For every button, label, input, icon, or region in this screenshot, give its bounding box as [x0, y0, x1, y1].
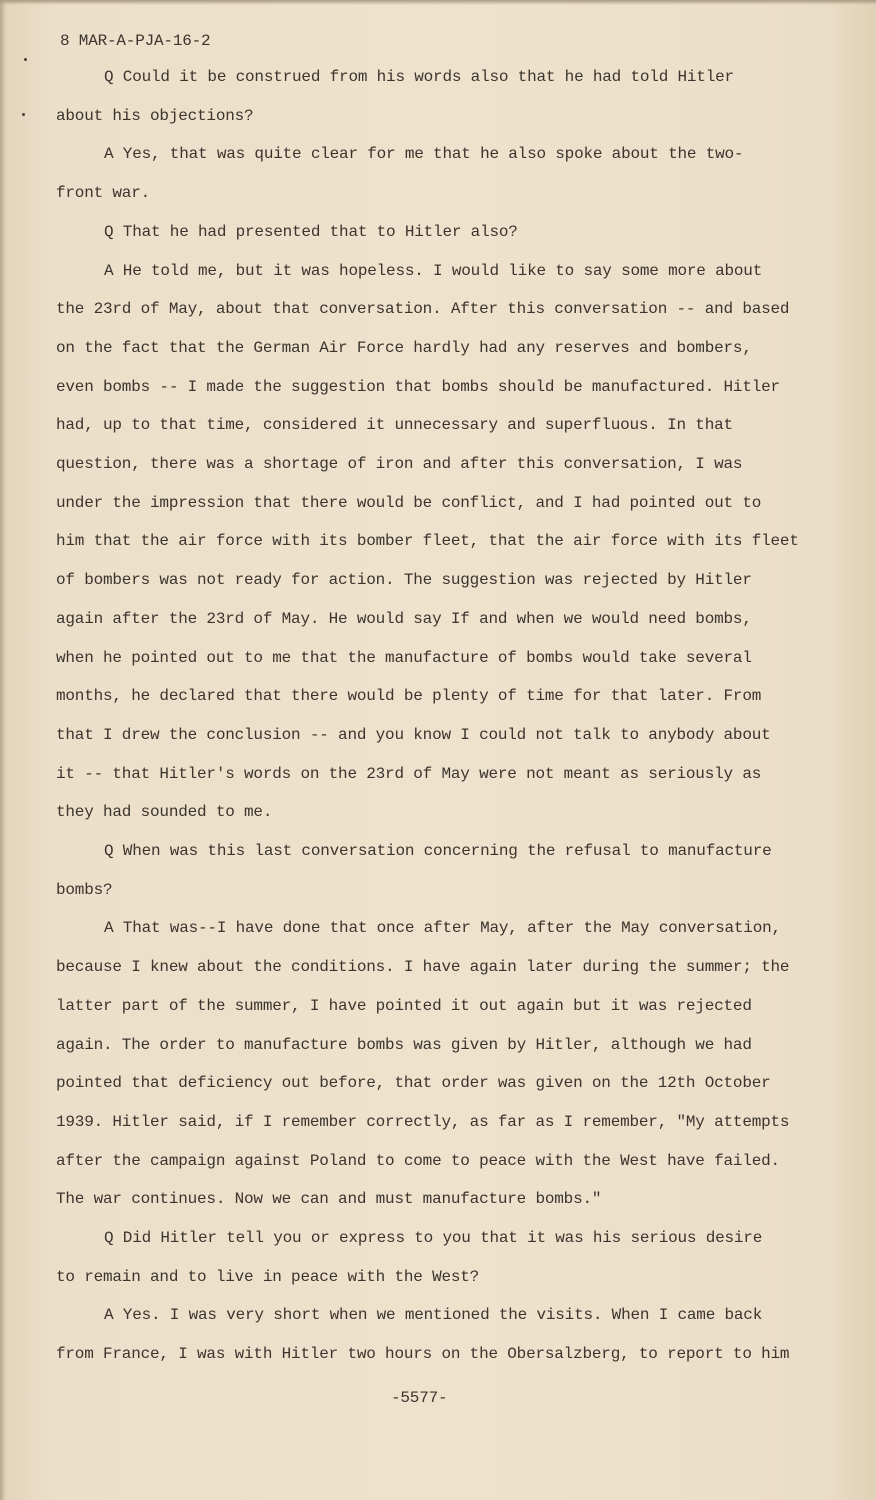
- transcript-line: latter part of the summer, I have pointed it out again but it was rejected: [56, 996, 752, 1015]
- transcript-line: Q When was this last conversation concerning the refusal to manufacture: [104, 842, 772, 860]
- transcript-line: The war continues. Now we can and must manufacture bombs.": [56, 1190, 602, 1209]
- transcript-line: bombs?: [56, 880, 113, 899]
- document-reference: 8 MAR-A-PJA-16-2: [60, 32, 211, 50]
- transcript-line: on the fact that the German Air Force hardly had any reserves and bombers,: [56, 338, 752, 357]
- transcript-line: A He told me, but it was hopeless. I would like to say some more about: [104, 261, 763, 280]
- transcript-line: question, there was a shortage of iron and after this conversation, I was: [56, 455, 743, 473]
- transcript-line: of bombers was not ready for action. The suggestion was rejected by Hitler: [56, 571, 752, 590]
- paper-speck: [22, 113, 25, 116]
- transcript-line: even bombs -- I made the suggestion that bombs should be manufactured. Hitler: [56, 377, 780, 396]
- transcript-line: front war.: [56, 184, 151, 203]
- transcript-line: Q Did Hitler tell you or express to you that it was his serious desire: [104, 1229, 763, 1247]
- transcript-line: after the campaign against Poland to come to peace with the West have failed.: [56, 1151, 780, 1170]
- transcript-line: when he pointed out to me that the manufacture of bombs would take several: [56, 648, 752, 667]
- paper-speck: [24, 58, 27, 61]
- transcript-line: A Yes. I was very short when we mentioned the visits. When I came back: [104, 1306, 763, 1325]
- page-edge-shadow: [0, 0, 6, 1500]
- page-number: -5577-: [391, 1389, 448, 1407]
- transcript-line: him that the air force with its bomber fleet, that the air force with its fleet: [56, 532, 799, 551]
- transcript-line: under the impression that there would be conflict, and I had pointed out to: [56, 493, 762, 512]
- page-top-shadow: [0, 0, 876, 5]
- transcript-line: Q Could it be construed from his words also that he had told Hitler: [104, 68, 734, 86]
- transcript-line: again. The order to manufacture bombs was given by Hitler, although we had: [56, 1035, 752, 1054]
- transcript-line: had, up to that time, considered it unnecessary and superfluous. In that: [56, 416, 733, 435]
- transcript-line: 1939. Hitler said, if I remember correctly, as far as I remember, "My attempts: [56, 1112, 790, 1131]
- transcript-line: from France, I was with Hitler two hours on the Obersalzberg, to report to him: [56, 1345, 790, 1364]
- transcript-line: months, he declared that there would be plenty of time for that later. From: [56, 687, 762, 706]
- transcript-line: that I drew the conclusion -- and you know I could not talk to anybody about: [56, 725, 771, 744]
- transcript-line: they had sounded to me.: [56, 803, 273, 822]
- transcript-line: A That was--I have done that once after May, after the May conversation,: [104, 919, 781, 938]
- transcript-line: about his objections?: [56, 106, 254, 125]
- transcript-line: A Yes, that was quite clear for me that he also spoke about the two-: [104, 145, 744, 164]
- transcript-line: again after the 23rd of May. He would say If and when we would need bombs,: [56, 609, 752, 628]
- transcript-line: it -- that Hitler's words on the 23rd of May were not meant as seriously as: [56, 764, 762, 783]
- transcript-line: Q That he had presented that to Hitler also?: [104, 222, 518, 241]
- transcript-line: pointed that deficiency out before, that order was given on the 12th October: [56, 1074, 771, 1093]
- transcript-line: because I knew about the conditions. I have again later during the summer; the: [56, 958, 790, 977]
- transcript-line: to remain and to live in peace with the West?: [56, 1267, 480, 1286]
- transcript-line: the 23rd of May, about that conversation. After this conversation -- and based: [56, 300, 790, 319]
